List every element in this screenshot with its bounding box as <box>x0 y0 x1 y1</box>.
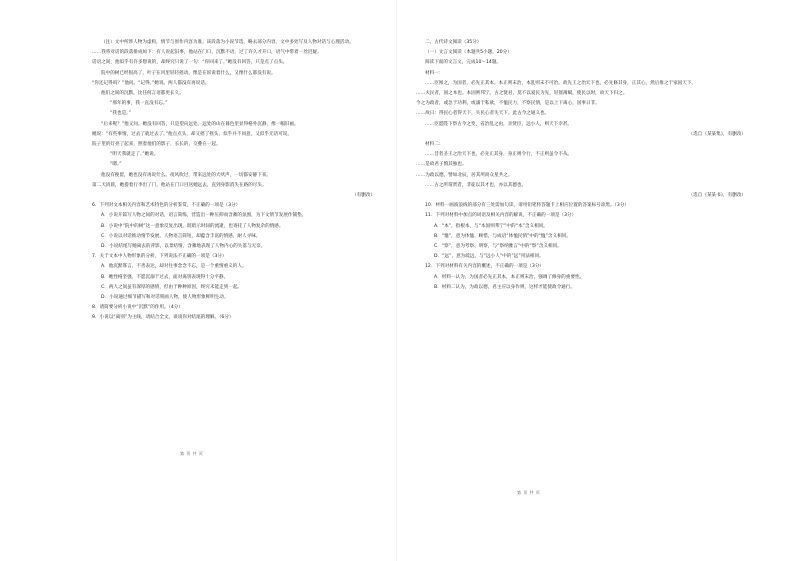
text-line: 6．下列对文本相关内容和艺术特色的分析鉴赏，不正确的一项是（3分） <box>92 203 241 209</box>
right-column-text <box>416 38 746 293</box>
text-line: A．材料一认为，为国者必先正其本，本正则末治，强调了修身的重要性。 <box>434 274 585 280</box>
text-line: C．小说以对话推动情节发展，人物语言简短，却蕴含丰富的情感，耐人寻味。 <box>101 233 261 239</box>
text-line: B．“恤”，意为体恤、顾惜，与成语“体恤民情”中的“恤”含义相同。 <box>434 233 571 239</box>
text-line: B．材料二认为，为政以德，君主应以身作则，这样才能使政令通行。 <box>434 284 575 290</box>
text-line: 阅读下面的文言文，完成10～14题。 <box>425 60 502 66</box>
text-line: ……臣愿陛下察古今之变，省治乱之由，亲贤臣，远小人，则天下幸甚。 <box>425 121 573 127</box>
text-line: 话语之间，他似乎有许多想说的，却终究只说了一句：“你回来了。”她没有回答，只是点了点头。 <box>92 60 288 66</box>
text-line: ……是故君子慎其独也。 <box>416 162 467 168</box>
text-line: 他们之间的沉默，比任何言语都更长久。 <box>101 91 184 97</box>
text-line: 第二天清晨，她提着行李出了门，他站在门口目送她远去，直到身影消失在路的尽头。 <box>92 182 267 188</box>
text-line: 7．关于文本中人物形象的分析，下列说法不正确的一项是（3分） <box>92 254 227 260</box>
text-line: “后来呢？”他又问。她没有回答，只是望向远处。远处的山在暮色里显得格外沉静，像一幅旧画。 <box>101 121 299 127</box>
text-line: A．“本”，指根本，与“本固则邦宁”中的“本”含义相同。 <box>434 223 548 229</box>
text-line: ……臣闻之，为国者，必先正其本。本正则末治，本乱则末不可治。故先王之治天下也，必先修其身，正其心，然后推之于家国天下。 <box>425 80 697 86</box>
text-line: A．小说开篇写人物之间的对话，语言简练，营造出一种压抑而含蓄的氛围，为下文情节发展作铺垫。 <box>101 213 307 219</box>
text-line: 8．请简要分析小说中“沉默”的作用。（4分） <box>92 305 183 311</box>
text-line: ……古之所谓贤者，非徒以其才也，亦以其德也。 <box>425 182 527 188</box>
text-line: C．两人之间虽有深厚的感情，但由于种种原因，终究未能走到一起。 <box>101 284 243 290</box>
text-line: ……昔者圣王之治天下也，必先正其身，身正则令行，不正则虽令不从。 <box>425 152 573 158</box>
right-page <box>397 0 793 561</box>
left-page <box>0 0 396 561</box>
right-page-footer: 第 页 共 页 <box>517 490 541 495</box>
text-line: （有删改） <box>352 193 375 199</box>
text-line: ……我将对话的段落排成如下：有人说起旧事，他站在门口，沉默不语，过了许久才开口，语气中带着一丝迟疑。 <box>92 50 322 56</box>
text-line: C．“察”，意为考察、明察，与“察纳雅言”中的“察”含义相同。 <box>434 244 562 250</box>
text-line: （选自《某某集》，有删改） <box>688 131 746 137</box>
text-line: “明天我就走了。”她说。 <box>110 152 159 158</box>
text-line: “嗯。” <box>110 162 122 168</box>
text-line: ……夫民者，国之本也。本固则邦宁。古之贤君，莫不以爱民为先，轻徭薄赋，使民以时，故天下归之。 <box>416 91 628 97</box>
text-line: A．他沉默寡言，不善表达，却对往事念念不忘，是一个重情重义的人。 <box>101 264 247 270</box>
text-line: （选自《某某书》，有删改） <box>688 193 746 199</box>
text-line: ……为政以德，譬如北辰，居其所而众星共之。 <box>416 172 513 178</box>
text-line: D．小说结尾写她离去的背影，以景结情，含蓄地表现了人物内心的失落与无奈。 <box>101 244 266 250</box>
text-line: 今之为政者，或急于功利，或溺于私欲，不恤民力，不察民情，是以上下离心，国事日非。 <box>416 101 600 107</box>
text-line: 12．下列对材料有关内容的概述，不正确的一项是（3分） <box>425 264 545 270</box>
text-line: 院子里的灯亮了起来，照着他们的影子，长长的，交叠在一起。 <box>92 142 221 148</box>
text-line: （一）文言文阅读（本题共5小题，20分） <box>425 50 512 56</box>
text-line: D．小说通过细节描写和对话刻画人物，使人物形象鲜明生动。 <box>101 295 229 301</box>
text-line: D．“远”，意为疏远，与“远小人”中的“远”用法相同。 <box>434 254 544 260</box>
left-page-footer: 第 页 共 页 <box>180 451 204 456</box>
text-line: 材料二： <box>425 142 444 148</box>
text-line: “我也是。” <box>110 111 131 117</box>
text-line: B．她性格坚强，不愿沉溺于过去，面对离别表现得十分平静。 <box>101 274 229 280</box>
text-line: “那年的事，我一直没有忘。” <box>110 101 168 107</box>
text-line: 材料一： <box>425 70 444 76</box>
text-line: “你还记得吗？”他问。“记得。”她说。两人都没有再说话。 <box>92 80 210 86</box>
text-line: B．小说中“院中的树”这一意象反复出现，既暗示时间的流逝，也寄托了人物复杂的情感。 <box>101 223 284 229</box>
text-line: 二、古代诗文阅读（35分） <box>425 40 482 45</box>
text-line: 院中的树已经很高了，叶子在风里轻轻摇动，像是在诉说着什么，又像什么都没有说。 <box>101 70 276 76</box>
text-line: 9．小说以“离别”为主线，请结合全文，谈谈你对结尾的理解。（6分） <box>92 315 234 321</box>
text-line: 她说：“有些事情，过去了就过去了。”他点点头，却又摇了摇头，似乎并不同意，又似乎无话可说。 <box>92 131 292 137</box>
left-column-text <box>92 38 375 324</box>
text-line: 他没有挽留，她也没有再说什么。夜风吹过，带来远处的犬吠声，一切都安静下来。 <box>101 172 271 178</box>
text-line: 10．材料一画波浪线的部分有三处需加句读，请用铅笔将答题卡上相应位置的答案标号涂黑。（3分） <box>425 203 630 209</box>
text-line: ……故曰：得民心者得天下，失民心者失天下。此古今之通义也。 <box>416 111 550 117</box>
text-line: 11．下列对材料中加点的词语及相关内容的解说，不正确的一项是（3分） <box>425 213 577 219</box>
text-line: （注）文中所涉人物为虚构，情节与原作内容为准。该段落为小说节选，略去部分内容，文中多处写及人物对话与心理活动。 <box>101 40 354 45</box>
